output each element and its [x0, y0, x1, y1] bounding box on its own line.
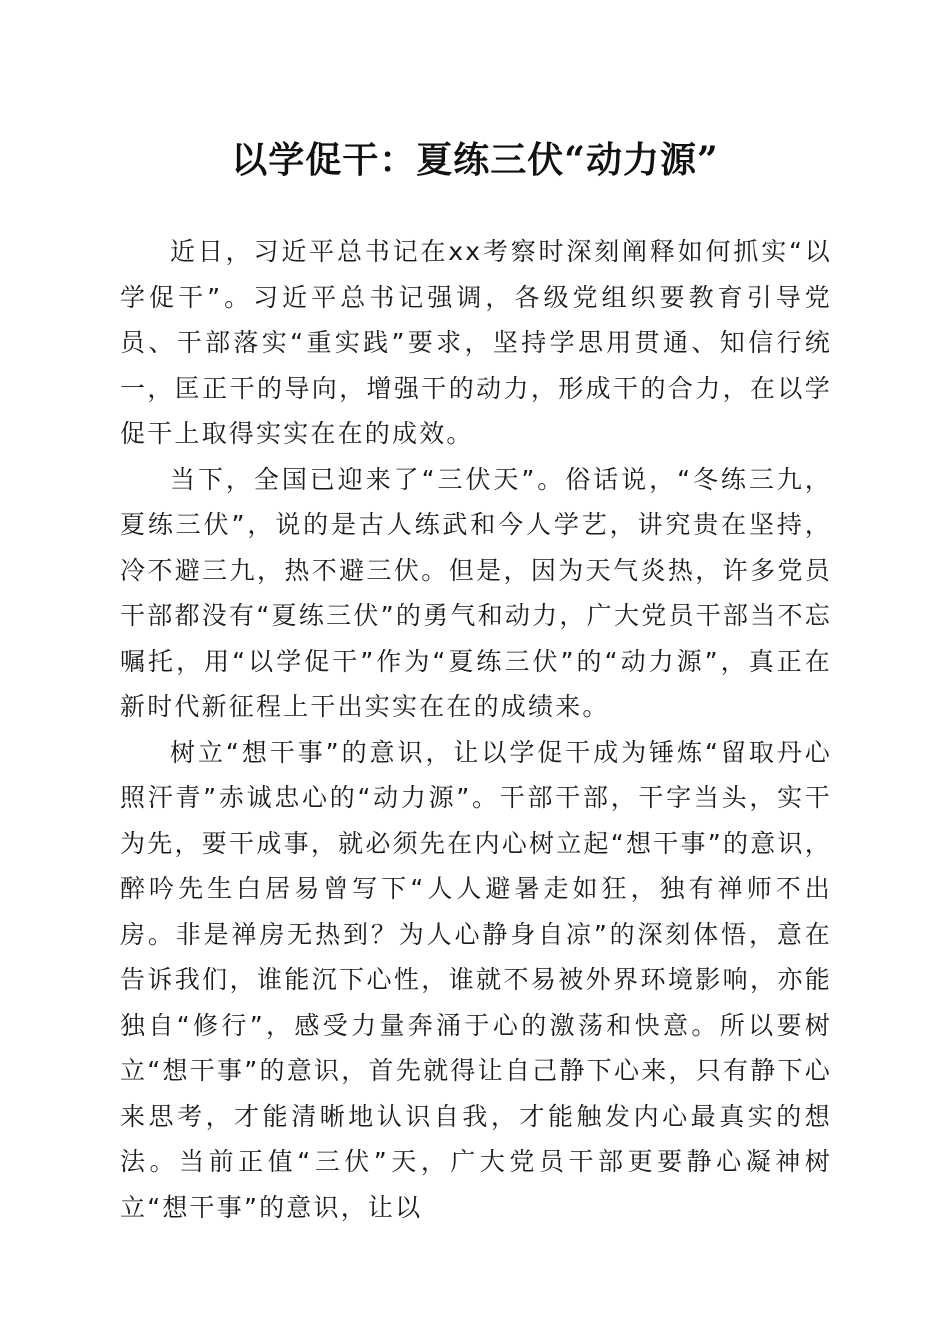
paragraph-1: 近日，习近平总书记在xx考察时深刻阐释如何抓实“以学促干”。习近平总书记强调，各级党组织要教育引导党员、干部落实“重实践”要求，坚持学思用贯通、知信行统一，匡正干的导向，增强干的动力，形成干的合力，在以学促干上取得实实在在的成效。 — [120, 237, 832, 448]
document-body — [120, 229, 832, 1230]
page-title: 以学促干：夏练三伏“动力源” — [231, 139, 719, 181]
paragraph-2: 当下，全国已迎来了“三伏天”。俗话说，“冬练三九，夏练三伏”，说的是古人练武和今人学艺，讲究贵在坚持，冷不避三九，热不避三伏。但是，因为天气炎热，许多党员干部都没有“夏练三伏”的勇气和动力，广大党员干部当不忘嘱托，用“以学促干”作为“夏练三伏”的“动力源”，真正在新时代新征程上干出实实在在的成绩来。 — [120, 464, 832, 721]
paragraph-3: 树立“想干事”的意识，让以学促干成为锤炼“留取丹心照汗青”赤诚忠心的“动力源”。干部干部，干字当头，实干为先，要干成事，就必须先在内心树立起“想干事”的意识，醉吟先生白居易曾写下“人人避暑走如狂，独有禅师不出房。非是禅房无热到？为人心静身自凉”的深刻体悟，意在告诉我们，谁能沉下心性，谁就不易被外界环境影响，亦能独自“修行”，感受力量奔涌于心的激荡和快意。所以要树立“想干事”的意识，首先就得让自己静下心来，只有静下心来思考，才能清晰地认识自我，才能触发内心最真实的想法。当前正值“三伏”天，广大党员干部更要静心凝神树立“想干事”的意识，让以 — [120, 737, 832, 1222]
